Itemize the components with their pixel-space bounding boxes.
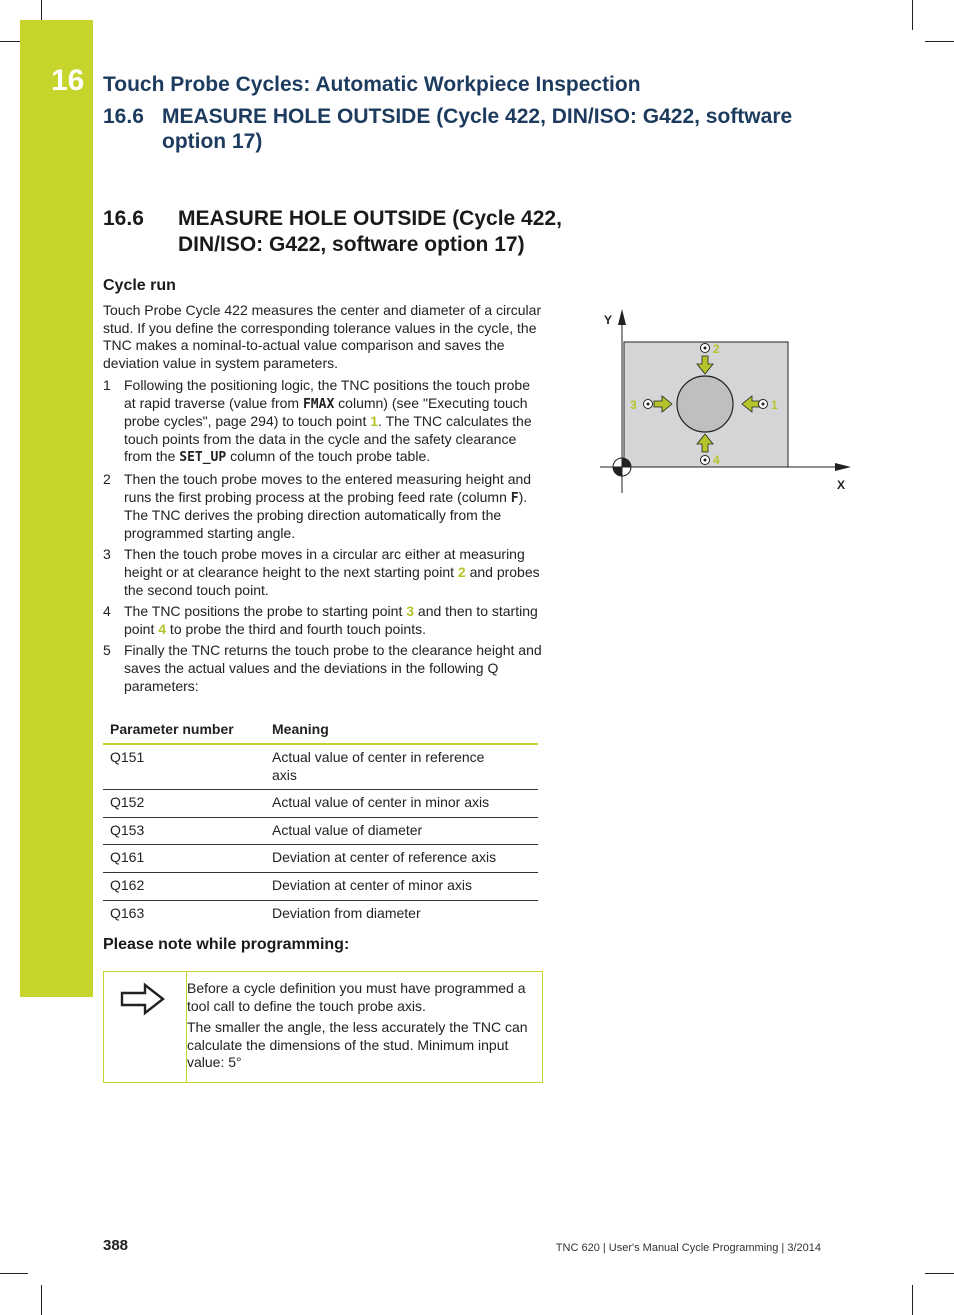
step-number: 1 [103, 377, 111, 393]
code-term: FMAX [302, 396, 335, 412]
point-ref: 3 [406, 603, 415, 620]
step-text: ). The TNC derives the probing direction automatically from the programmed starting angle. [124, 488, 528, 541]
step-number: 3 [103, 546, 111, 563]
point-label-3: 3 [630, 398, 637, 412]
crop-mark [0, 1273, 28, 1274]
point-ref: 4 [158, 620, 167, 637]
cycle-steps [103, 377, 545, 699]
touch-point-2 [701, 344, 710, 353]
x-axis-arrowhead [835, 463, 851, 471]
arrow-right-icon [120, 982, 166, 1021]
note-box [103, 971, 543, 1083]
touch-point-4 [701, 456, 710, 465]
chapter-number: 16 [51, 64, 85, 97]
table-row [103, 790, 538, 818]
point-label-4: 4 [713, 453, 720, 467]
touch-point-1 [759, 400, 768, 409]
footer-doc-info: TNC 620 | User's Manual Cycle Programming | 3/2014 [555, 1242, 821, 1254]
step-number: 4 [103, 603, 111, 620]
touch-point-3 [644, 400, 653, 409]
step-text: column) (see "Executing touch probe cycles", page 294) to touch point [124, 394, 528, 430]
cycle-run-intro: Touch Probe Cycle 422 measures the center and diameter of a circular stud. If you define the corresponding tolerance values in the cycle, the TNC makes a nominal-to-actual value comparison and saves the deviation value in system parameters. [103, 302, 542, 371]
step-text: Then the touch probe moves in a circular arc either at measuring height or at clearance height to the next starting point [124, 546, 525, 580]
param-cell: Q162 [103, 872, 265, 900]
table-row [103, 872, 538, 900]
y-axis-label: Y [604, 313, 613, 327]
note-paragraph: Before a cycle definition you must have programmed a tool call to define the touch probe axis. [187, 980, 526, 1014]
step-item [103, 546, 545, 599]
step-item [103, 471, 545, 542]
note-heading: Please note while programming: [103, 936, 350, 953]
chapter-sidebar [20, 20, 93, 997]
crop-mark [0, 41, 20, 42]
step-text: to probe the third and fourth touch points. [166, 620, 426, 637]
chapter-title: Touch Probe Cycles: Automatic Workpiece Inspection [103, 73, 641, 96]
step-item [103, 377, 545, 467]
crop-mark [925, 1273, 954, 1274]
step-text: Finally the TNC returns the touch probe to the clearance height and saves the actual values and the deviations in the following Q parameters: [124, 642, 542, 694]
running-section-title: MEASURE HOLE OUTSIDE (Cycle 422, DIN/ISO: G422, software option 17) [162, 105, 793, 153]
cycle-422-diagram [597, 305, 857, 500]
param-cell: Q151 [103, 744, 265, 790]
cycle-run-heading: Cycle run [103, 277, 176, 294]
meaning-cell: Actual value of center in minor axis [265, 790, 538, 818]
step-item [103, 603, 545, 638]
column-header: Parameter number [103, 716, 265, 744]
point-label-2: 2 [713, 342, 720, 356]
meaning-cell: Deviation from diameter [272, 904, 421, 921]
section-title: MEASURE HOLE OUTSIDE (Cycle 422, DIN/ISO: G422, software option 17) [178, 207, 562, 256]
page-number: 388 [103, 1237, 129, 1254]
point-ref: 1 [370, 413, 379, 430]
step-text: and probes the second touch point. [124, 563, 540, 598]
x-axis-label: X [837, 478, 846, 492]
meaning-cell: Deviation at center of minor axis [265, 872, 538, 900]
table-header-row [103, 716, 538, 744]
crop-mark [41, 1285, 42, 1315]
meaning-cell: Actual value of center in reference axis [265, 744, 538, 790]
step-text: The TNC positions the probe to starting point [124, 603, 407, 620]
code-term: SET_UP [179, 450, 227, 466]
crop-mark [912, 1285, 913, 1315]
param-cell: Q152 [103, 790, 265, 818]
section-number: 16.6 [103, 207, 144, 230]
point-label-1: 1 [771, 398, 778, 412]
meaning-cell: Deviation at center of reference axis [265, 845, 538, 873]
step-text: . The TNC calculates the touch points from the data in the cycle and the safety clearance from the [124, 413, 532, 465]
step-text: and then to starting point [124, 603, 538, 637]
crop-mark [41, 0, 42, 20]
step-text: Following the positioning logic, the TNC positions the touch probe at rapid traverse (value from [124, 377, 530, 411]
table-row [103, 900, 538, 927]
y-axis-arrowhead [618, 309, 626, 325]
crop-mark [925, 41, 954, 42]
meaning-cell: Actual value of diameter [265, 817, 538, 845]
note-paragraph: The smaller the angle, the less accurately the TNC can calculate the dimensions of the stud. Minimum input value: 5° [187, 1019, 528, 1071]
step-text: Then the touch probe moves to the entered measuring height and runs the first probing process at the probing feed rate (column [124, 470, 532, 505]
column-header: Meaning [265, 716, 538, 744]
circular-stud [677, 376, 733, 432]
running-section-number: 16.6 [103, 105, 144, 128]
step-text: column of the touch probe table. [226, 448, 431, 465]
param-cell: Q153 [103, 817, 265, 845]
step-number: 2 [103, 470, 111, 487]
table-row [103, 845, 538, 873]
param-cell: Q163 [110, 904, 145, 921]
point-ref: 2 [457, 563, 466, 580]
code-term: F [510, 490, 519, 506]
table-row [103, 817, 538, 845]
step-number: 5 [103, 642, 111, 659]
crop-mark [912, 0, 913, 30]
table-row [103, 744, 538, 790]
param-cell: Q161 [103, 845, 265, 873]
origin-symbol [613, 458, 631, 476]
step-item [103, 642, 545, 695]
q-parameter-table [103, 716, 538, 927]
